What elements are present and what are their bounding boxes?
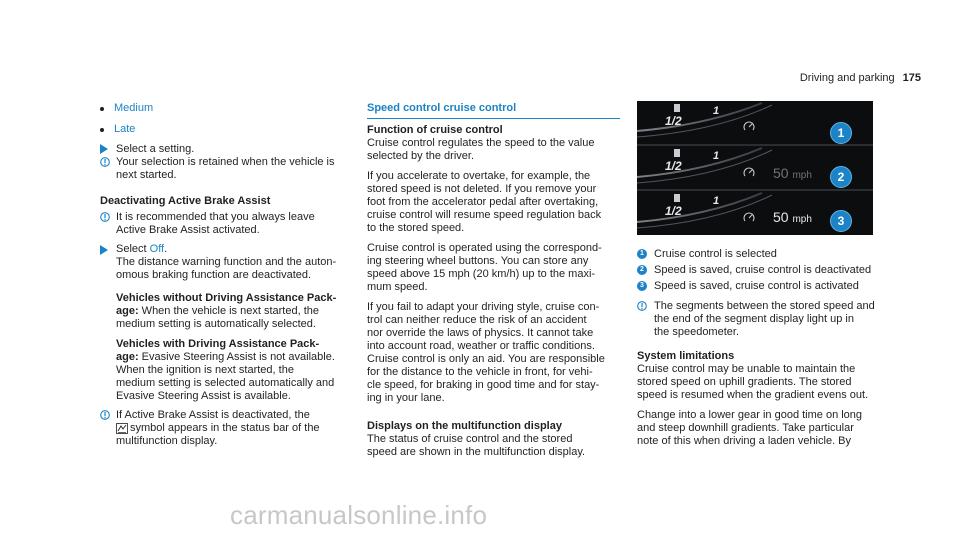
sub-text: When the vehicle is next started, the (138, 305, 319, 317)
note-line: It is recommended that you always leave (116, 211, 315, 223)
heading-function: Function of cruise control (367, 124, 503, 136)
legend-text: Speed is saved, cruise control is activated (654, 280, 859, 292)
sub-text: medium setting is automatically selected. (116, 318, 316, 330)
paragraph-downhill (637, 409, 877, 448)
note-text (654, 300, 884, 339)
bullet-icon (100, 128, 104, 132)
body-line: cruise control will resume speed regulation back (367, 209, 602, 221)
note-line: Your selection is retained when the vehicle is (116, 156, 335, 168)
heading-limits: System limitations (637, 350, 735, 362)
note-icon (637, 301, 647, 311)
body-line: into account road, weather or traffic conditions. (367, 340, 595, 352)
body-line: ing in your lane. (367, 392, 445, 404)
speed-value: 50 (773, 165, 789, 181)
gauge-tick: 1 (713, 195, 720, 207)
legend-text: Cruise control is selected (654, 248, 777, 260)
body-line: selected by the driver. (367, 150, 475, 162)
body-line: to the stored speed. (367, 222, 465, 234)
sub-title: age: (116, 351, 139, 363)
body-line: ing steering wheel buttons. You can store any (367, 255, 589, 267)
body-line: Cruise control is operated using the correspond- (367, 242, 602, 254)
step-line: The distance warning function and the auton- (116, 256, 337, 268)
note-line: the speedometer. (654, 326, 740, 338)
brake-assist-off-icon (116, 423, 128, 434)
step-suffix: . (164, 243, 168, 255)
body-line: for the distance to the vehicle in front, for vehi- (367, 366, 593, 378)
legend-number: 1 (637, 249, 647, 259)
body-line: trol can neither reduce the risk of an accident (367, 314, 587, 326)
cruise-display-illustration (637, 101, 873, 235)
body-line: speed above 15 mph (20 km/h) up to the maxi- (367, 268, 596, 280)
note-line: the end of the segment display light up in (654, 313, 854, 325)
body-line: Change into a lower gear in good time on long (637, 409, 863, 421)
body-line: nor override the laws of physics. It cannot take (367, 327, 594, 339)
fuel-level: 1/2 (665, 114, 682, 128)
sub-text: medium setting is selected automatically and (116, 377, 335, 389)
paragraph-operation (367, 242, 627, 294)
note-line: next started. (116, 169, 177, 181)
legend-number: 2 (637, 265, 647, 275)
note-icon (100, 212, 110, 222)
body-line: foot from the accelerator pedal after overtaking, (367, 196, 599, 208)
note-line: Active Brake Assist activated. (116, 224, 260, 236)
displays-block (367, 420, 627, 459)
step-arrow-icon (100, 144, 108, 154)
body-line: speed is resumed when the gradient evens out. (637, 389, 869, 401)
sub-text: Evasive Steering Assist is not available. (138, 351, 335, 363)
sub-title: age: (116, 305, 139, 317)
note-icon (100, 410, 110, 420)
heading-displays: Displays on the multifunction display (367, 420, 562, 432)
speed-unit: mph (792, 214, 812, 225)
body-line: note of this when driving a laden vehicle. By (637, 435, 852, 447)
note-text (116, 211, 315, 237)
body-line: If you fail to adapt your driving style, cruise con- (367, 301, 600, 313)
sub-title: Vehicles without Driving Assistance Pack- (116, 292, 337, 304)
limits-block (637, 350, 877, 402)
gauge-tick: 1 (713, 150, 720, 162)
body-line: and steep downhill gradients. Take particular (637, 422, 854, 434)
body-line: Cruise control regulates the speed to the value (367, 137, 595, 149)
step-text: Select a setting. (116, 143, 195, 155)
option-off[interactable]: Off (149, 243, 165, 255)
option-medium[interactable]: Medium (114, 102, 154, 114)
stored-speed-active (773, 211, 812, 226)
step-line: omous braking function are deactivated. (116, 269, 312, 281)
page-header (800, 72, 921, 85)
sub-text: Evasive Steering Assist is available. (116, 390, 291, 402)
legend-text: Speed is saved, cruise control is deactivated (654, 264, 872, 276)
note-icon (100, 157, 110, 167)
speed-unit: mph (792, 170, 812, 181)
sub-text: When the ignition is next started, the (116, 364, 294, 376)
step-prefix: Select (116, 243, 150, 255)
watermark: carmanualsonline.info (230, 500, 488, 530)
body-line: The status of cruise control and the stored (367, 433, 573, 445)
body-line: If you accelerate to overtake, for example, the (367, 170, 591, 182)
body-line: cle speed, for braking in good time and for stay- (367, 379, 600, 391)
body-line: mum speed. (367, 281, 428, 293)
step-block (116, 243, 356, 282)
note-text (116, 156, 335, 182)
body-line: stored speed is not deleted. If you remove your (367, 183, 597, 195)
body-line: speed are shown in the multifunction display. (367, 446, 586, 458)
gauge-tick: 1 (713, 105, 720, 117)
option-late[interactable]: Late (114, 123, 136, 135)
section-name: Driving and parking (799, 72, 895, 84)
sub-with-package (116, 338, 356, 403)
sub-title: Vehicles with Driving Assistance Pack- (116, 338, 320, 350)
paragraph-overtake (367, 170, 627, 235)
section-rule (367, 118, 620, 119)
paragraph-warning (367, 301, 627, 405)
page-number: 175 (902, 72, 921, 84)
note-line: multifunction display. (116, 435, 218, 447)
step-arrow-icon (100, 245, 108, 255)
bullet-icon (100, 107, 104, 111)
heading-deactivating: Deactivating Active Brake Assist (100, 195, 271, 207)
function-block (367, 124, 627, 163)
note-line: symbol appears in the status bar of the (130, 422, 320, 434)
body-line: stored speed on uphill gradients. The stored (637, 376, 852, 388)
note-line: The segments between the stored speed and (654, 300, 875, 312)
callout-2: 2 (830, 166, 852, 188)
stored-speed-inactive (773, 167, 812, 182)
body-line: Cruise control is only an aid. You are responsible (367, 353, 605, 365)
section-title: Speed control cruise control (367, 102, 517, 114)
legend-number: 3 (637, 281, 647, 291)
callout-1: 1 (830, 122, 852, 144)
fuel-level: 1/2 (665, 159, 682, 173)
sub-without-package (116, 292, 356, 331)
note-line: If Active Brake Assist is deactivated, the (116, 409, 310, 421)
fuel-level: 1/2 (665, 204, 682, 218)
note-text (116, 409, 356, 448)
callout-3: 3 (830, 210, 852, 232)
body-line: Cruise control may be unable to maintain the (637, 363, 856, 375)
speed-value: 50 (773, 209, 789, 225)
